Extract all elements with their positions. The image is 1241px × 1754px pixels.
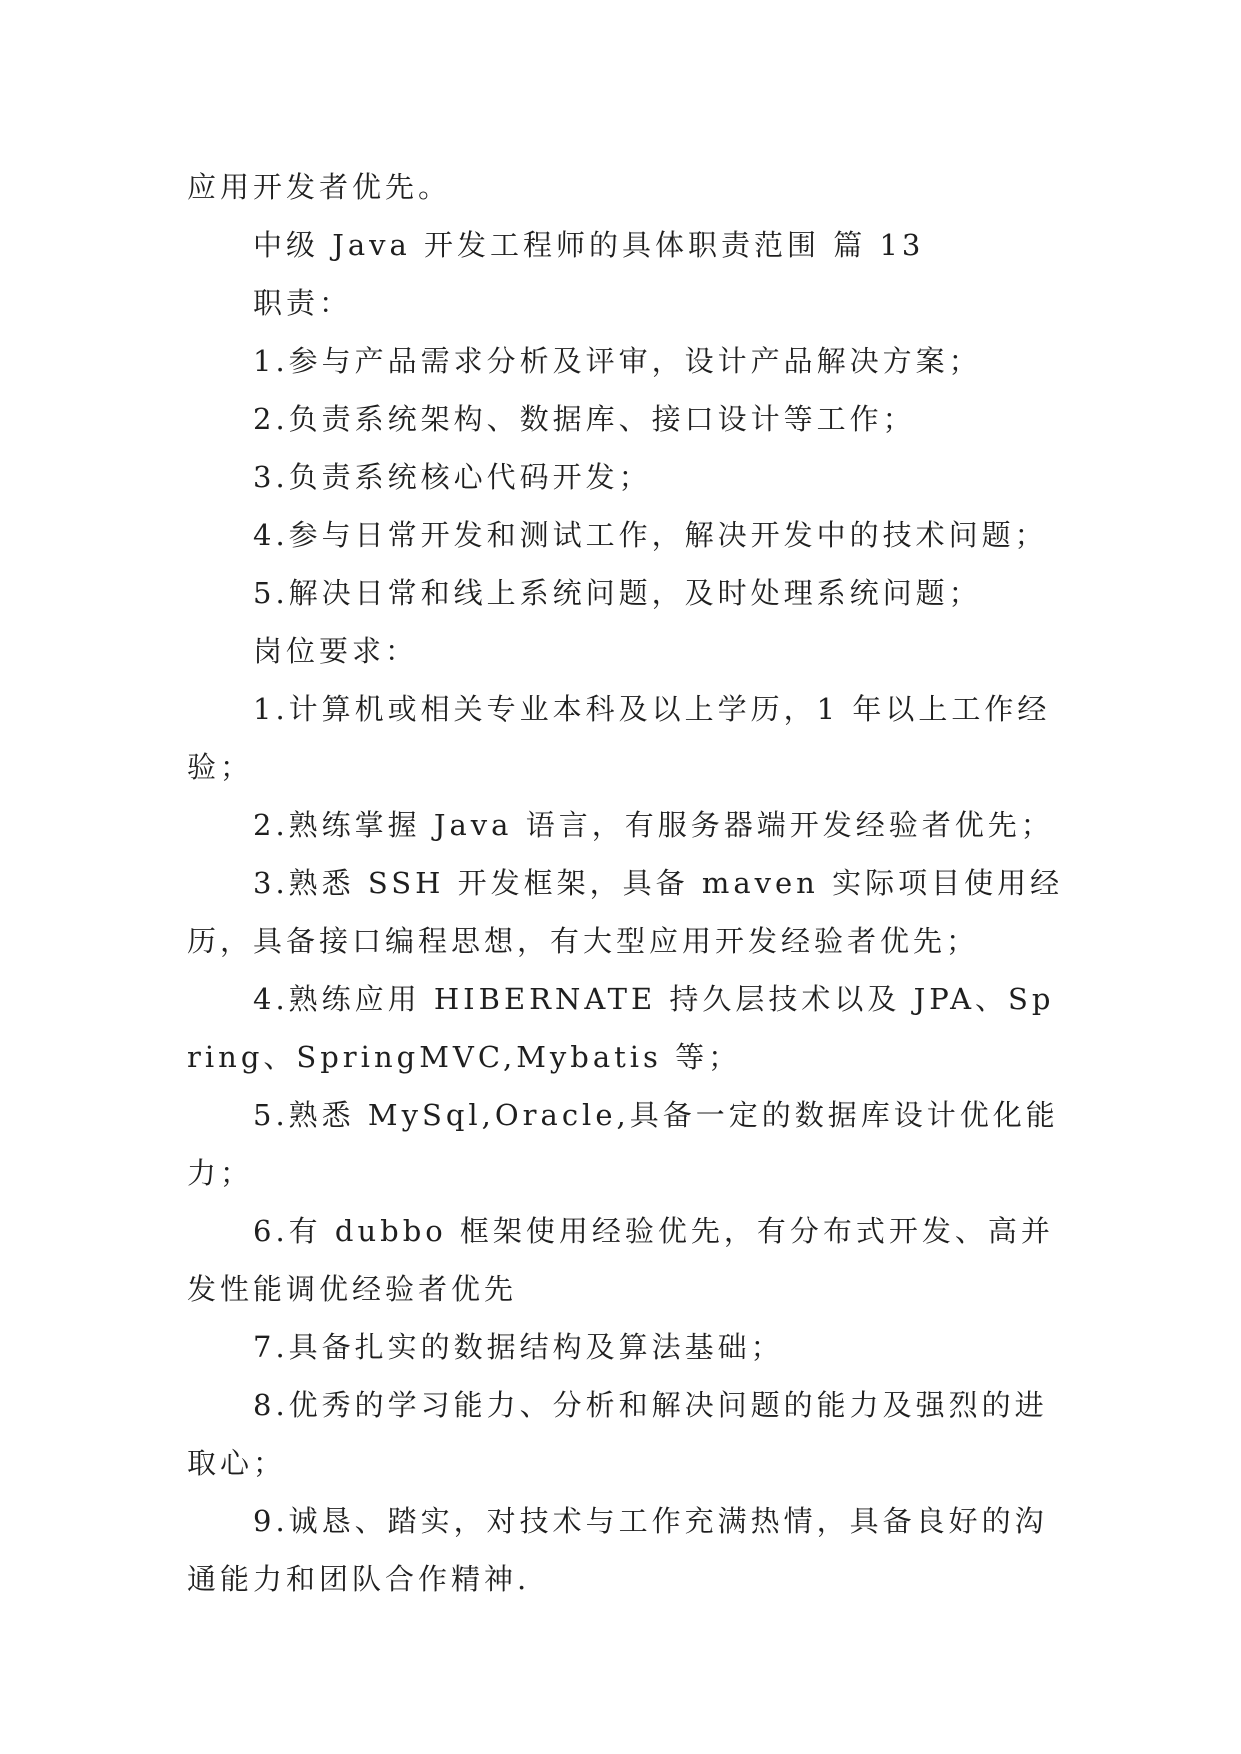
responsibility-item: 1.参与产品需求分析及评审，设计产品解决方案；	[253, 344, 982, 378]
section-heading: 中级 Java 开发工程师的具体职责范围 篇 13	[253, 228, 925, 262]
responsibility-item: 5.解决日常和线上系统问题，及时处理系统问题；	[253, 576, 982, 610]
requirement-item: 3.熟悉 SSH 开发框架，具备 maven 实际项目使用经历，具备接口编程思想，有大型应用开发经验者优先；	[187, 866, 1064, 958]
requirement-item: 5.熟悉 MySql,Oracle,具备一定的数据库设计优化能力；	[187, 1098, 1059, 1190]
requirement-item: 6.有 dubbo 框架使用经验优先，有分布式开发、高并发性能调优经验者优先	[187, 1214, 1054, 1306]
responsibility-item: 4.参与日常开发和测试工作，解决开发中的技术问题；	[253, 518, 1048, 552]
responsibilities-label: 职责：	[253, 286, 353, 320]
requirement-item: 8.优秀的学习能力、分析和解决问题的能力及强烈的进取心；	[187, 1388, 1048, 1480]
requirement-item: 1.计算机或相关专业本科及以上学历，1 年以上工作经验；	[187, 692, 1051, 784]
requirement-item: 2.熟练掌握 Java 语言，有服务器端开发经验者优先；	[253, 808, 1054, 842]
responsibility-item: 3.负责系统核心代码开发；	[253, 460, 652, 494]
requirement-item: 7.具备扎实的数据结构及算法基础；	[253, 1330, 784, 1364]
paragraph-continuation: 应用开发者优先。	[187, 170, 452, 204]
document-body	[187, 158, 1067, 1608]
responsibility-item: 2.负责系统架构、数据库、接口设计等工作；	[253, 402, 916, 436]
requirement-item: 9.诚恳、踏实，对技术与工作充满热情，具备良好的沟通能力和团队合作精神.	[187, 1504, 1048, 1596]
requirement-item: 4.熟练应用 HIBERNATE 持久层技术以及 JPA、Spring、SpringMVC,Mybatis 等；	[187, 982, 1055, 1074]
requirements-label: 岗位要求：	[253, 634, 419, 668]
